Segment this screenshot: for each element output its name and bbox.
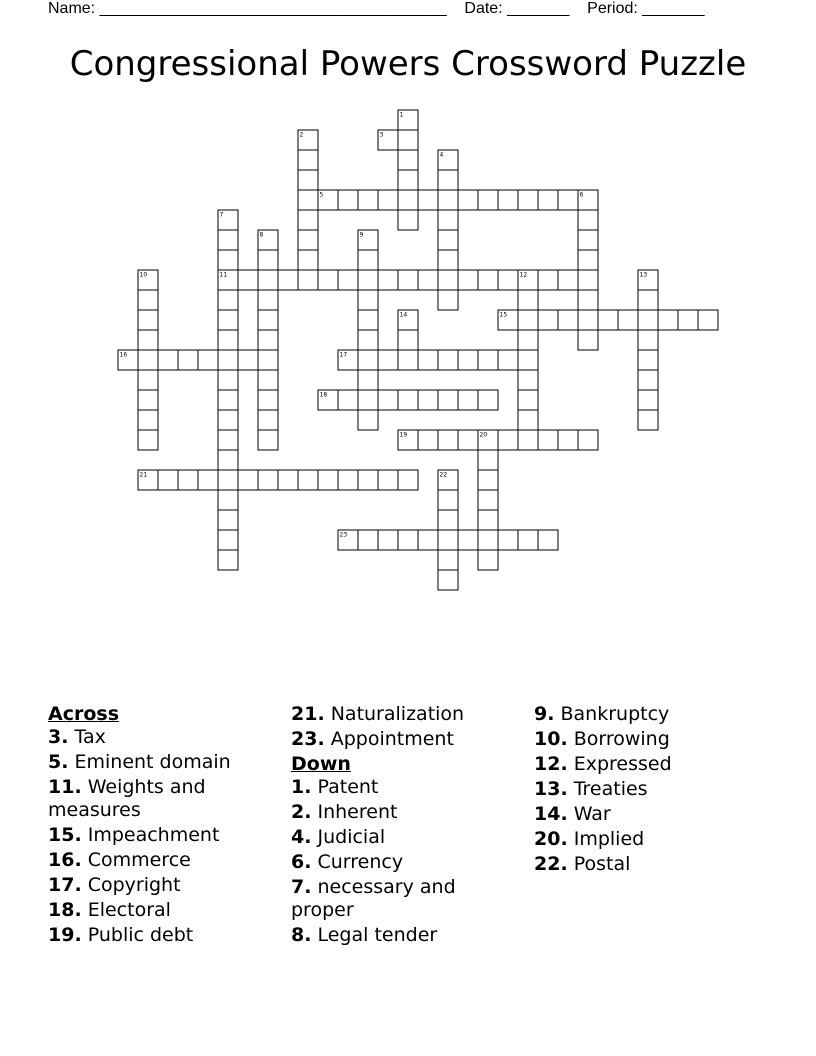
grid-cell[interactable] (258, 270, 278, 290)
grid-cell[interactable] (598, 310, 618, 330)
cell-number: 12 (519, 271, 528, 279)
clue-item (48, 824, 278, 847)
clue-number: 10. (534, 728, 568, 750)
clue-text: necessary and proper (291, 876, 456, 921)
grid-cell[interactable] (138, 350, 158, 370)
grid-cell[interactable] (178, 350, 198, 370)
grid-cell[interactable] (278, 470, 298, 490)
clue-number: 15. (48, 824, 82, 846)
grid-cell[interactable] (418, 190, 438, 210)
grid-cell[interactable] (438, 350, 458, 370)
grid-cell[interactable] (558, 310, 578, 330)
across-heading: Across (48, 703, 120, 725)
clue-item (291, 728, 521, 751)
grid-cell[interactable] (398, 150, 418, 170)
clue-item (534, 753, 764, 776)
grid-cell[interactable] (438, 250, 458, 270)
cell-number: 6 (579, 191, 584, 199)
clue-number: 16. (48, 849, 82, 871)
grid-cell[interactable] (438, 490, 458, 510)
grid-cell[interactable] (198, 470, 218, 490)
grid-cell[interactable] (578, 430, 598, 450)
clue-number: 13. (534, 778, 568, 800)
grid-cell[interactable] (238, 270, 258, 290)
clue-number: 14. (534, 803, 568, 825)
grid-cell[interactable] (418, 390, 438, 410)
grid-cell[interactable] (298, 210, 318, 230)
grid-cell[interactable] (438, 390, 458, 410)
clue-text: Electoral (81, 899, 171, 921)
grid-cell[interactable] (218, 550, 238, 570)
grid-cell[interactable] (218, 310, 238, 330)
cell-number: 10 (139, 271, 148, 279)
clue-item (291, 776, 521, 799)
grid-cell[interactable] (518, 330, 538, 350)
clue-item (291, 924, 521, 947)
grid-cell[interactable] (138, 290, 158, 310)
grid-cell[interactable] (438, 230, 458, 250)
grid-cell[interactable] (218, 470, 238, 490)
grid-cell[interactable] (378, 190, 398, 210)
grid-cell[interactable] (398, 530, 418, 550)
grid-cell[interactable] (218, 250, 238, 270)
clue-item (48, 726, 278, 749)
grid-cell[interactable] (398, 190, 418, 210)
grid-cell[interactable] (218, 330, 238, 350)
clue-number: 5. (48, 751, 69, 773)
grid-cell[interactable] (438, 290, 458, 310)
clue-number: 8. (291, 924, 312, 946)
grid-cell[interactable] (358, 470, 378, 490)
grid-cell[interactable] (218, 290, 238, 310)
grid-cell[interactable] (618, 310, 638, 330)
grid-cell[interactable] (538, 530, 558, 550)
cell-number: 2 (299, 131, 304, 139)
grid-cell[interactable] (218, 230, 238, 250)
grid-cell[interactable] (418, 530, 438, 550)
clue-item (291, 851, 521, 874)
clue-item (534, 778, 764, 801)
grid-cell[interactable] (218, 430, 238, 450)
cell-number: 11 (219, 271, 228, 279)
clue-text: Treaties (567, 778, 648, 800)
clue-text: Patent (311, 776, 379, 798)
grid-cell[interactable] (578, 250, 598, 270)
clue-number: 11. (48, 776, 82, 798)
grid-cell[interactable] (138, 330, 158, 350)
grid-cell[interactable] (638, 330, 658, 350)
grid-cell[interactable] (218, 370, 238, 390)
grid-cell[interactable] (498, 530, 518, 550)
grid-cell[interactable] (358, 330, 378, 350)
grid-cell[interactable] (238, 470, 258, 490)
clue-text: Judicial (311, 826, 386, 848)
grid-cell[interactable] (338, 190, 358, 210)
grid-cell[interactable] (378, 350, 398, 370)
grid-cell[interactable] (298, 170, 318, 190)
grid-cell[interactable] (518, 290, 538, 310)
grid-cell[interactable] (578, 210, 598, 230)
clue-number: 9. (534, 703, 555, 725)
clue-text: Tax (68, 726, 106, 748)
clue-number: 12. (534, 753, 568, 775)
clue-text: Impeachment (81, 824, 220, 846)
clue-item (48, 776, 278, 822)
grid-cell[interactable] (578, 290, 598, 310)
grid-cell[interactable] (218, 510, 238, 530)
grid-cell[interactable] (438, 430, 458, 450)
grid-cell[interactable] (298, 250, 318, 270)
grid-cell[interactable] (398, 470, 418, 490)
clue-text: Expressed (567, 753, 672, 775)
clue-number: 20. (534, 828, 568, 850)
grid-cell[interactable] (518, 350, 538, 370)
grid-cell[interactable] (298, 470, 318, 490)
grid-cell[interactable] (358, 410, 378, 430)
across-clues-column (48, 703, 278, 949)
grid-cell[interactable] (218, 350, 238, 370)
grid-cell[interactable] (358, 530, 378, 550)
grid-cell[interactable] (398, 170, 418, 190)
clue-number: 3. (48, 726, 69, 748)
grid-cell[interactable] (358, 290, 378, 310)
grid-cell[interactable] (218, 490, 238, 510)
grid-cell[interactable] (258, 390, 278, 410)
cell-number: 8 (259, 231, 264, 239)
grid-cell[interactable] (678, 310, 698, 330)
clue-item (534, 703, 764, 726)
clue-number: 21. (291, 703, 325, 725)
grid-cell[interactable] (498, 430, 518, 450)
grid-cell[interactable] (418, 430, 438, 450)
grid-cell[interactable] (518, 530, 538, 550)
grid-cell[interactable] (358, 370, 378, 390)
grid-cell[interactable] (138, 310, 158, 330)
grid-cell[interactable] (538, 310, 558, 330)
grid-cell[interactable] (638, 310, 658, 330)
grid-cell[interactable] (138, 370, 158, 390)
grid-cell[interactable] (638, 350, 658, 370)
grid-cell[interactable] (218, 450, 238, 470)
grid-cell[interactable] (358, 390, 378, 410)
clue-text: Bankruptcy (554, 703, 670, 725)
cell-number: 1 (399, 111, 404, 119)
grid-cell[interactable] (258, 250, 278, 270)
grid-cell[interactable] (478, 190, 498, 210)
clue-text: Naturalization (324, 703, 465, 725)
grid-cell[interactable] (578, 270, 598, 290)
grid-cell[interactable] (358, 310, 378, 330)
grid-cell[interactable] (198, 350, 218, 370)
clue-text: Copyright (81, 874, 181, 896)
grid-cell[interactable] (458, 390, 478, 410)
grid-cell[interactable] (398, 270, 418, 290)
page-title: Congressional Powers Crossword Puzzle (69, 44, 747, 84)
cell-number: 16 (119, 351, 128, 359)
middle-clues-column (291, 703, 521, 949)
grid-cell[interactable] (518, 310, 538, 330)
clue-number: 19. (48, 924, 82, 946)
grid-cell[interactable] (138, 390, 158, 410)
cell-number: 3 (379, 131, 384, 139)
grid-cell[interactable] (378, 470, 398, 490)
clue-item (291, 826, 521, 849)
grid-cell[interactable] (218, 530, 238, 550)
grid-cell[interactable] (658, 310, 678, 330)
clue-text: Implied (567, 828, 645, 850)
clue-item (534, 728, 764, 751)
grid-cell[interactable] (258, 290, 278, 310)
grid-cell[interactable] (278, 270, 298, 290)
clue-item (48, 751, 278, 774)
grid-cell[interactable] (518, 390, 538, 410)
grid-cell[interactable] (458, 270, 478, 290)
grid-cell[interactable] (638, 370, 658, 390)
grid-cell[interactable] (418, 270, 438, 290)
grid-cell[interactable] (218, 410, 238, 430)
grid-cell[interactable] (378, 530, 398, 550)
grid-cell[interactable] (438, 570, 458, 590)
cell-number: 23 (339, 531, 348, 539)
grid-cell[interactable] (398, 390, 418, 410)
clue-text: Commerce (81, 849, 191, 871)
cell-number: 21 (139, 471, 148, 479)
grid-cell[interactable] (478, 510, 498, 530)
grid-cell[interactable] (538, 270, 558, 290)
grid-cell[interactable] (438, 270, 458, 290)
grid-cell[interactable] (458, 350, 478, 370)
grid-cell[interactable] (318, 270, 338, 290)
clue-number: 17. (48, 874, 82, 896)
grid-cell[interactable] (298, 270, 318, 290)
down-heading: Down (291, 753, 351, 775)
grid-cell[interactable] (478, 450, 498, 470)
grid-cell[interactable] (178, 470, 198, 490)
clue-text: Weights and measures (48, 776, 206, 821)
grid-cell[interactable] (538, 430, 558, 450)
grid-cell[interactable] (358, 190, 378, 210)
clue-item (534, 853, 764, 876)
grid-cell[interactable] (298, 190, 318, 210)
grid-cell[interactable] (458, 530, 478, 550)
grid-cell[interactable] (578, 330, 598, 350)
grid-cell[interactable] (158, 350, 178, 370)
grid-cell[interactable] (258, 370, 278, 390)
cell-number: 9 (359, 231, 364, 239)
down-clues-column (534, 703, 764, 878)
cell-number: 7 (219, 211, 224, 219)
grid-cell[interactable] (478, 350, 498, 370)
grid-cell[interactable] (398, 330, 418, 350)
cell-number: 13 (639, 271, 648, 279)
clue-number: 23. (291, 728, 325, 750)
grid-cell[interactable] (158, 470, 178, 490)
clue-number: 7. (291, 876, 312, 898)
grid-cell[interactable] (258, 330, 278, 350)
grid-cell[interactable] (438, 530, 458, 550)
grid-cell[interactable] (418, 350, 438, 370)
grid-cell[interactable] (258, 410, 278, 430)
clue-text: Currency (311, 851, 404, 873)
grid-cell[interactable] (338, 390, 358, 410)
grid-cell[interactable] (518, 370, 538, 390)
grid-cell[interactable] (458, 190, 478, 210)
clue-text: Borrowing (567, 728, 670, 750)
grid-cell[interactable] (398, 350, 418, 370)
cell-number: 18 (319, 391, 328, 399)
clue-item (291, 801, 521, 824)
cell-number: 20 (479, 431, 488, 439)
cell-number: 4 (439, 151, 444, 159)
cell-number: 17 (339, 351, 348, 359)
grid-cell[interactable] (298, 230, 318, 250)
grid-cell[interactable] (258, 430, 278, 450)
grid-cell[interactable] (438, 210, 458, 230)
cell-number: 5 (319, 191, 324, 199)
grid-cell[interactable] (538, 190, 558, 210)
clue-number: 2. (291, 801, 312, 823)
grid-cell[interactable] (638, 290, 658, 310)
grid-cell[interactable] (578, 230, 598, 250)
grid-cell[interactable] (558, 430, 578, 450)
grid-cell[interactable] (378, 270, 398, 290)
clue-text: Eminent domain (68, 751, 231, 773)
grid-cell[interactable] (478, 550, 498, 570)
clue-text: Legal tender (311, 924, 438, 946)
clue-item (48, 924, 278, 947)
student-info-line: Name: _______________________________________ Date: _______ Period: _______ (48, 0, 705, 17)
clue-text: Public debt (81, 924, 194, 946)
grid-cell[interactable] (498, 350, 518, 370)
clue-text: Appointment (324, 728, 454, 750)
grid-cell[interactable] (358, 350, 378, 370)
grid-cell[interactable] (338, 470, 358, 490)
grid-cell[interactable] (438, 550, 458, 570)
clue-item (48, 874, 278, 897)
clue-text: Postal (567, 853, 631, 875)
grid-cell[interactable] (518, 430, 538, 450)
grid-cell[interactable] (358, 250, 378, 270)
grid-cell[interactable] (578, 310, 598, 330)
grid-cell[interactable] (438, 510, 458, 530)
grid-cell[interactable] (298, 150, 318, 170)
grid-cell[interactable] (518, 190, 538, 210)
grid-cell[interactable] (138, 430, 158, 450)
grid-cell[interactable] (558, 190, 578, 210)
grid-cell[interactable] (358, 270, 378, 290)
clue-text: Inherent (311, 801, 398, 823)
grid-cell[interactable] (478, 470, 498, 490)
clue-number: 1. (291, 776, 312, 798)
grid-cell[interactable] (378, 390, 398, 410)
clue-number: 6. (291, 851, 312, 873)
grid-cell[interactable] (698, 310, 718, 330)
grid-cell[interactable] (138, 410, 158, 430)
grid-cell[interactable] (438, 170, 458, 190)
clue-item (534, 828, 764, 851)
clue-item (291, 703, 521, 726)
grid-cell[interactable] (238, 350, 258, 370)
clue-number: 22. (534, 853, 568, 875)
clue-item (48, 899, 278, 922)
cell-number: 19 (399, 431, 408, 439)
clue-item (291, 876, 521, 922)
grid-cell[interactable] (498, 270, 518, 290)
grid-cell[interactable] (258, 470, 278, 490)
grid-cell[interactable] (458, 430, 478, 450)
clue-text: War (567, 803, 611, 825)
grid-cell[interactable] (258, 350, 278, 370)
grid-cell[interactable] (398, 130, 418, 150)
clue-number: 18. (48, 899, 82, 921)
grid-cell[interactable] (258, 310, 278, 330)
clue-item (48, 849, 278, 872)
grid-cell[interactable] (318, 470, 338, 490)
grid-cell[interactable] (498, 190, 518, 210)
clue-number: 4. (291, 826, 312, 848)
clue-item (534, 803, 764, 826)
grid-cell[interactable] (478, 490, 498, 510)
grid-cell[interactable] (558, 270, 578, 290)
grid-cell[interactable] (478, 530, 498, 550)
grid-cell[interactable] (398, 210, 418, 230)
grid-cell[interactable] (478, 270, 498, 290)
grid-cell[interactable] (638, 410, 658, 430)
cell-number: 22 (439, 471, 448, 479)
grid-cell[interactable] (518, 410, 538, 430)
grid-cell[interactable] (478, 390, 498, 410)
cell-number: 15 (499, 311, 508, 319)
grid-cell[interactable] (338, 270, 358, 290)
grid-cell[interactable] (638, 390, 658, 410)
cell-number: 14 (399, 311, 408, 319)
grid-cell[interactable] (218, 390, 238, 410)
grid-cell[interactable] (438, 190, 458, 210)
